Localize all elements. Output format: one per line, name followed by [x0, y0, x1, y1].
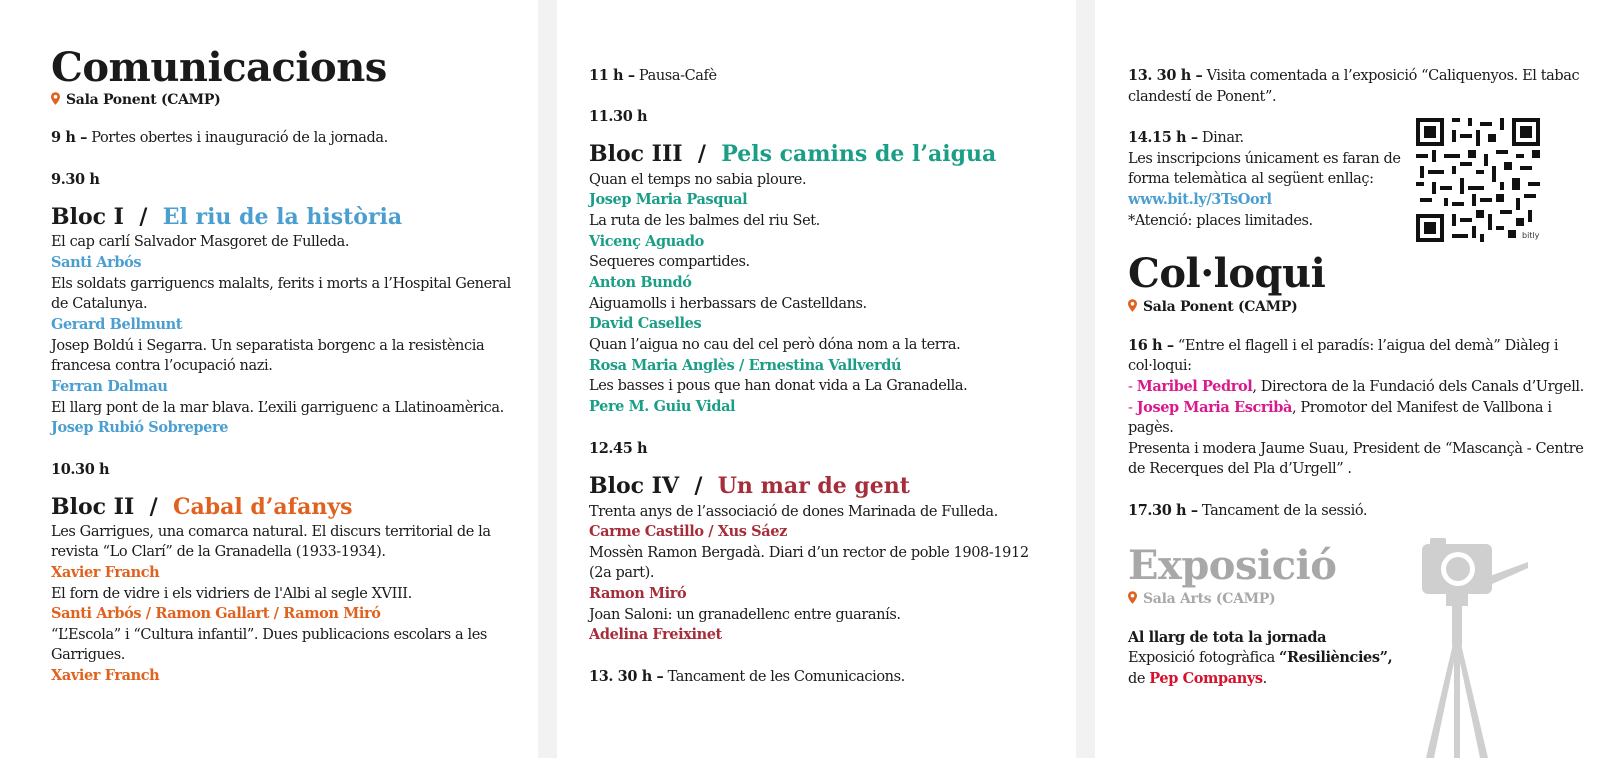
- author-name: David Caselles: [589, 315, 702, 332]
- time-930: 9.30 h: [51, 171, 100, 188]
- inscription-text: forma telemàtica al següent enllaç:: [1128, 171, 1374, 187]
- visit-text: Visita comentada a l’exposició “Caliquenyos. El tabac: [1206, 68, 1580, 84]
- author-name: Xavier Franch: [51, 667, 160, 684]
- location-label: Sala Ponent (CAMP): [1143, 299, 1298, 315]
- panel-gutter-right: [1076, 0, 1095, 758]
- author-name: Santi Arbós / Ramon Gallart / Ramon Miró: [51, 605, 381, 622]
- qr-caption: bitly: [1522, 231, 1540, 240]
- lunch-text: Dinar.: [1201, 130, 1244, 146]
- author-name: Pere M. Guiu Vidal: [589, 398, 736, 415]
- list-item: Les basses i pous que han donat vida a La Granadella.: [589, 378, 968, 394]
- schedule-visit-2: clandestí de Ponent”.: [1128, 89, 1277, 105]
- list-item: El llarg pont de la mar blava. L’exili garriguenc a Llatinoamèrica.: [51, 400, 504, 416]
- participant-role: , Promotor del Manifest de Vallbona i: [1292, 400, 1552, 416]
- bloc2-label: Bloc II: [51, 494, 135, 520]
- open-text: Portes obertes i inauguració de la jornada.: [91, 130, 388, 146]
- bloc2-heading: [51, 494, 353, 520]
- author-name: Carme Castillo / Xus Sáez: [589, 523, 787, 540]
- bloc2-separator: /: [149, 494, 158, 520]
- location-label: Sala Ponent (CAMP): [66, 92, 221, 108]
- bloc1-name: El riu de la història: [162, 204, 403, 230]
- participant-1: - Maribel Pedrol, Directora de la Fundació dels Canals d’Urgell.: [1128, 378, 1584, 395]
- bloc2-name: Cabal d’afanys: [172, 494, 353, 520]
- list-item: La ruta de les balmes del riu Set.: [589, 213, 820, 229]
- colloqui-schedule: [1128, 336, 1558, 356]
- title-comunicacions: Comunicacions: [51, 44, 387, 91]
- participant-name: Josep Maria Escribà: [1136, 399, 1292, 416]
- bloc1-label: Bloc I: [51, 204, 124, 230]
- bloc3-label: Bloc III: [589, 141, 683, 167]
- map-pin-icon: [51, 92, 60, 105]
- map-pin-icon: [1128, 591, 1137, 604]
- list-item: francesa contra l’ocupació nazi.: [51, 358, 273, 374]
- moderator-text: Presenta i modera Jaume Suau, President de “Mascançà - Centre: [1128, 441, 1584, 457]
- author-name: Vicenç Aguado: [589, 233, 704, 250]
- title-colloqui: Col·loqui: [1128, 250, 1326, 297]
- author-name: Santi Arbós: [51, 254, 142, 271]
- author-name: Ramon Miró: [589, 585, 687, 602]
- location-label: Sala Arts (CAMP): [1143, 591, 1276, 607]
- list-item: de Catalunya.: [51, 296, 148, 312]
- list-item: (2a part).: [589, 565, 655, 581]
- time-1330: 13. 30 h –: [589, 668, 664, 685]
- close-text: Tancament de les Comunicacions.: [667, 669, 905, 685]
- end-text: Tancament de la sessió.: [1201, 503, 1368, 519]
- list-item: “L’Escola” i “Cultura infantil”. Dues publicacions escolars a les: [51, 627, 487, 643]
- author-name: Josep Rubió Sobrepere: [51, 419, 229, 436]
- list-item: Quan el temps no sabia ploure.: [589, 172, 807, 188]
- colloqui-text-2: col·loqui:: [1128, 358, 1192, 374]
- expo-author: Pep Companys: [1149, 670, 1263, 687]
- participant-role: , Directora de la Fundació dels Canals d’Urgell.: [1252, 379, 1584, 395]
- list-item: Aiguamolls i herbassars de Castelldans.: [589, 296, 867, 312]
- time-1130: 11.30 h: [589, 108, 648, 125]
- time-1030: 10.30 h: [51, 461, 110, 478]
- schedule-pause: [589, 66, 717, 86]
- schedule-visit: [1128, 66, 1579, 86]
- author-name: Ferran Dalmau: [51, 378, 168, 395]
- registration-link[interactable]: www.bit.ly/3TsOorl: [1128, 191, 1272, 208]
- author-name: Adelina Freixinet: [589, 626, 722, 643]
- bloc3-separator: /: [697, 141, 706, 167]
- list-item: Les Garrigues, una comarca natural. El discurs territorial de la: [51, 524, 491, 540]
- location-sala-ponent: [1128, 297, 1297, 317]
- list-item: El forn de vidre i els vidriers de l'Albi al segle XVIII.: [51, 586, 412, 602]
- bloc4-label: Bloc IV: [589, 473, 680, 499]
- expo-name: “Resiliències”,: [1279, 649, 1393, 666]
- pause-text: Pausa-Cafè: [638, 68, 717, 84]
- time-9h: 9 h –: [51, 129, 87, 146]
- list-item: revista “Lo Clarí” de la Granadella (1933-1934).: [51, 544, 386, 560]
- time-1245: 12.45 h: [589, 440, 648, 457]
- location-sala-ponent: [51, 90, 220, 110]
- map-pin-icon: [1128, 299, 1137, 312]
- title-exposicio: Exposició: [1128, 542, 1337, 589]
- bloc3-name: Pels camins de l’aigua: [721, 141, 997, 167]
- camera-tripod-icon: [1420, 536, 1530, 758]
- bloc3-heading: [589, 141, 996, 167]
- list-item: Mossèn Ramon Bergadà. Diari d’un rector de poble 1908-1912: [589, 545, 1029, 561]
- bloc4-heading: [589, 473, 910, 499]
- bloc4-separator: /: [694, 473, 703, 499]
- moderator-text: de Recerques del Pla d’Urgell” .: [1128, 461, 1352, 477]
- list-item: Els soldats garriguencs malalts, ferits i morts a l’Hospital General: [51, 276, 511, 292]
- list-item: Josep Boldú i Segarra. Un separatista borgenc a la resistència: [51, 338, 485, 354]
- bloc1-separator: /: [139, 204, 148, 230]
- list-item: Trenta anys de l’associació de dones Marinada de Fulleda.: [589, 504, 998, 520]
- author-name: Anton Bundó: [589, 274, 692, 291]
- author-name: Rosa Maria Anglès / Ernestina Vallverdú: [589, 357, 902, 374]
- participant-2-cont: pagès.: [1128, 420, 1174, 436]
- bloc1-heading: [51, 204, 402, 230]
- panel-gutter-left: [538, 0, 557, 758]
- time-1330-visit: 13. 30 h –: [1128, 67, 1203, 84]
- time-1415: 14.15 h –: [1128, 129, 1198, 146]
- time-16h: 16 h –: [1128, 337, 1174, 354]
- expo-when: Al llarg de tota la jornada: [1128, 629, 1327, 646]
- schedule-lunch: [1128, 128, 1244, 148]
- author-name: Xavier Franch: [51, 564, 160, 581]
- author-name: Josep Maria Pasqual: [589, 191, 748, 208]
- schedule-end: [1128, 501, 1367, 521]
- location-sala-arts: [1128, 589, 1275, 609]
- atencio-note: *Atenció: places limitades.: [1128, 213, 1313, 229]
- expo-author-line: de Pep Companys.: [1128, 670, 1267, 687]
- participant-name: Maribel Pedrol: [1136, 378, 1253, 395]
- schedule-close: [589, 667, 905, 687]
- list-item: Quan l’aigua no cau del cel però dóna nom a la terra.: [589, 337, 961, 353]
- colloqui-text: “Entre el flagell i el paradís: l’aigua del demà” Diàleg i: [1177, 338, 1559, 354]
- author-name: Gerard Bellmunt: [51, 316, 183, 333]
- qr-code-icon[interactable]: [1416, 118, 1540, 242]
- inscription-text: Les inscripcions únicament es faran de: [1128, 151, 1401, 167]
- participant-2: - Josep Maria Escribà, Promotor del Manifest de Vallbona i: [1128, 399, 1552, 416]
- schedule-open: [51, 128, 388, 148]
- list-item: Garrigues.: [51, 647, 125, 663]
- list-item: Sequeres compartides.: [589, 254, 750, 270]
- time-1730: 17.30 h –: [1128, 502, 1198, 519]
- list-item: Joan Saloni: un granadellenc entre guaranís.: [589, 607, 901, 623]
- bloc4-name: Un mar de gent: [717, 473, 910, 499]
- list-item: El cap carlí Salvador Masgoret de Fulleda.: [51, 234, 350, 250]
- expo-description: Exposició fotogràfica “Resiliències”,: [1128, 649, 1393, 666]
- time-11h: 11 h –: [589, 67, 635, 84]
